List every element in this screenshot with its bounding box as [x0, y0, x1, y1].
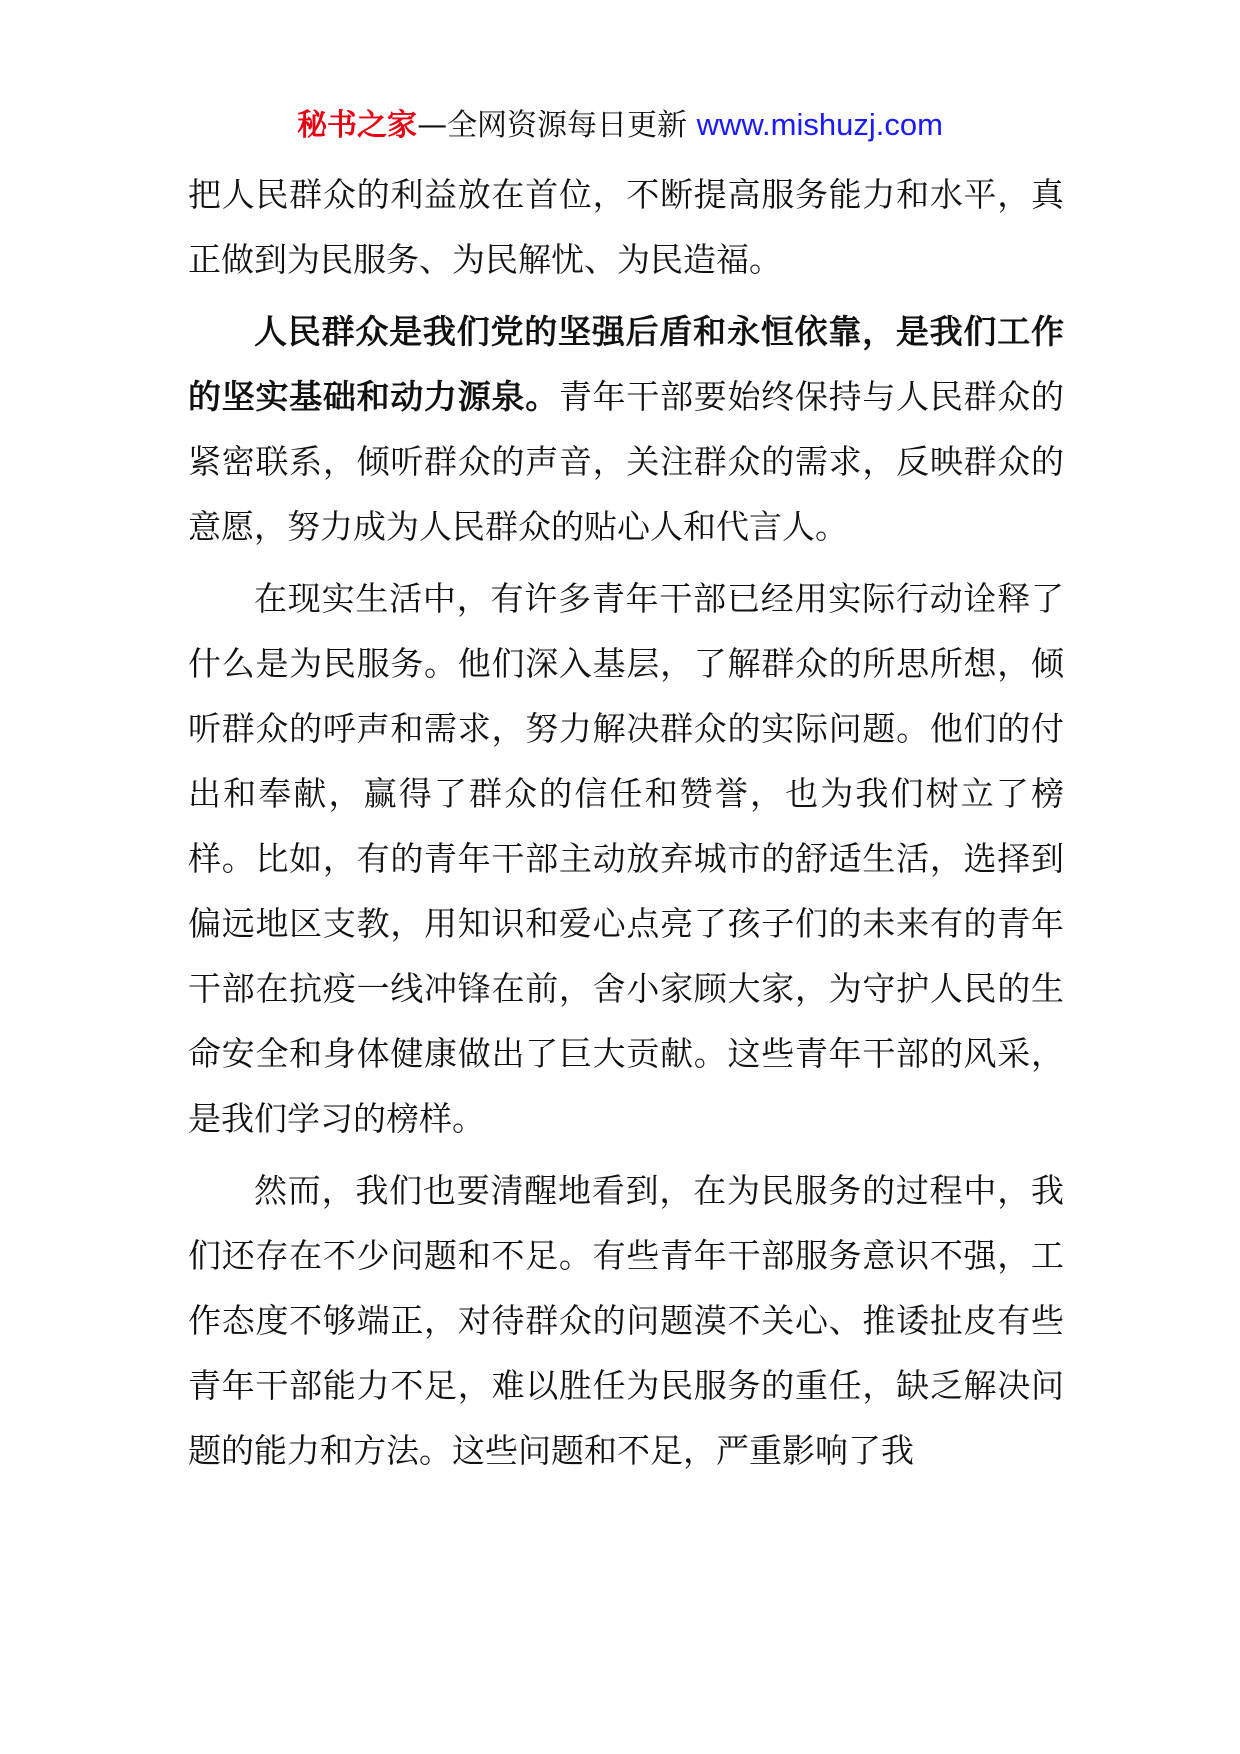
- site-tagline: —全网资源每日更新: [417, 108, 688, 143]
- paragraph: [188, 566, 1064, 1151]
- site-brand: 秘书之家: [297, 108, 418, 143]
- paragraph-continuation: [188, 162, 1064, 292]
- site-url-link[interactable]: www.mishuzj.com: [696, 107, 943, 142]
- paragraph-text: 然而，我们也要清醒地看到，在为民服务的过程中，我们还存在不少问题和不足。有些青年干部服务意识不强，工作态度不够端正，对待群众的问题漠不关心、推诿扯皮有些青年干部能力不足，难以胜任为民服务的重任，缺乏解决问题的能力和方法。这些问题和不足，严重影响了我: [188, 1171, 1064, 1470]
- paragraph-text: 把人民群众的利益放在首位，不断提高服务能力和水平，真正做到为民服务、为民解忧、为民造福。: [188, 175, 1064, 279]
- paragraph-text: 在现实生活中，有许多青年干部已经用实际行动诠释了什么是为民服务。他们深入基层，了解群众的所思所想，倾听群众的呼声和需求，努力解决群众的实际问题。他们的付出和奉献，赢得了群众的信任和赞誉，也为我们树立了榜样。比如，有的青年干部主动放弃城市的舒适生活，选择到偏远地区支教，用知识和爱心点亮了孩子们的未来有的青年干部在抗疫一线冲锋在前，舍小家顾大家，为守护人民的生命安全和身体健康做出了巨大贡献。这些青年干部的风采，是我们学习的榜样。: [188, 579, 1064, 1138]
- document-body: [188, 162, 1064, 1483]
- site-header: [0, 102, 1240, 149]
- paragraph-text: 青年干部要始终保持与人民群众的紧密联系，倾听群众的声音，关注群众的需求，反映群众的意愿，努力成为人民群众的贴心人和代言人。: [188, 377, 1065, 546]
- paragraph: [188, 1158, 1064, 1483]
- paragraph-lead-bold: 人民群众是我们党的坚强后盾和永恒依靠，是我们工作的坚实基础和动力源泉。: [188, 312, 1064, 416]
- paragraph: [188, 299, 1064, 559]
